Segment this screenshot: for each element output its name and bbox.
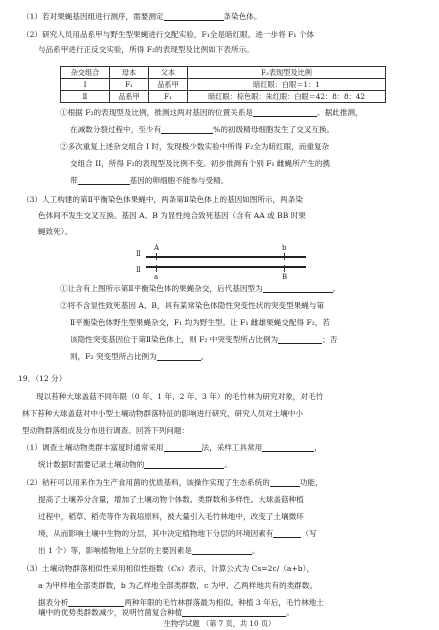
q3-line-2: 色体间不发生交叉互换。基因 A、B 为显性纯合致死基因（含有 AA 或 BB 时果: [38, 211, 306, 220]
q1-text: （1）若对果蝇基因组进行测序，需要测定: [22, 12, 164, 21]
q19-3-text-4: 壤中的优势类群数减少，说明竹菌复合种植: [38, 608, 183, 617]
table-header-cell: 父本: [149, 67, 188, 79]
answer-blank[interactable]: [262, 442, 314, 452]
answer-blank[interactable]: [78, 175, 130, 185]
question-19-heading: 19．（12 分）: [18, 374, 67, 383]
q19-3-line-1: [22, 563, 314, 575]
answer-blank[interactable]: [164, 442, 202, 452]
answer-blank[interactable]: [161, 124, 213, 134]
q19-1-text-2-end: 。: [224, 460, 232, 469]
q19-2-text: （2）秸秆可以用来作为生产食用菌的优质基料，该操作实现了生态系统的: [22, 478, 270, 487]
q19-3-text: （3）土壤动物群落相似性采用相似性指数（: [22, 564, 172, 573]
q2-1-text-2-end: %的初级精母细胞发生了交叉互换。: [213, 125, 335, 134]
q2-line-2: 与品系甲进行正反交实验，所得 F₂的表现型及比例如下表所示。: [38, 45, 254, 54]
page-footer: 生物学试题 （第 7 页，共 10 页）: [163, 619, 276, 628]
table-row: [61, 91, 386, 103]
gene-locus-mark: [156, 265, 157, 272]
q19-3-text-3: 据表分析: [38, 598, 69, 607]
table-cell: Ⅱ: [61, 91, 110, 103]
chromosome-bar: [146, 266, 306, 268]
table-row: [61, 79, 386, 91]
table-header-cell: F₂表现型及比例: [188, 67, 386, 79]
q2-2-text: 带: [70, 176, 78, 185]
answer-blank[interactable]: [253, 107, 317, 117]
q19-2-text-end: 功能，: [299, 478, 323, 487]
gene-locus-mark: [284, 265, 285, 272]
q2-2-line-1: ②多次重复上述杂交组合 I 时，发现极少数实验中所得 F₂全为暗红眼，而重复杂: [60, 142, 330, 151]
table-header-row: [61, 67, 386, 79]
q19-1-text-end: ，: [314, 443, 322, 452]
q19-3-text-3-end: 两种年限的毛竹林群落最为相似。种植 3 年后，毛竹林地土: [124, 598, 324, 607]
q3-2-line-4: [70, 351, 208, 363]
q19-3-text-4-end: 。: [286, 608, 294, 617]
q2-2-line-3: [70, 175, 228, 187]
q19-1-text: （1）调查土壤动物类群丰富度时通常采用: [22, 443, 164, 452]
cross-result-table: [60, 66, 386, 103]
table-cell: F₁: [110, 79, 149, 91]
answer-blank[interactable]: [144, 459, 224, 469]
answer-blank[interactable]: [278, 334, 322, 344]
q3-2-text-end: ；否: [322, 335, 338, 344]
q19-2-line-5: [38, 545, 260, 557]
balanced-chromosome-diagram: [136, 244, 320, 288]
q1-text-end: 条染色体。: [223, 12, 262, 21]
gene-label-a: a: [154, 273, 159, 281]
q3-2-text-4: 则，F₂ 突变型所占比例为: [70, 352, 157, 361]
q19-2-text-5: 出 1 个）等，影响植物地上分层的主要因素是: [38, 546, 192, 555]
q3-1-text-end: 。: [332, 284, 341, 293]
chromosome-label: Ⅱ: [136, 250, 141, 258]
table-cell: 品系甲: [110, 91, 149, 103]
q19-3-line-2: a 为甲样地全部类群数，b 为乙样地全部类群数，c 为甲、乙两样地共有的类群数。: [38, 581, 318, 590]
table-cell: 暗红眼：白眼＝1：1: [188, 79, 386, 91]
q2-1-line-2: [70, 124, 334, 136]
answer-blank[interactable]: [164, 11, 224, 21]
q19-2-line-3: 过程中，稻草、稻壳等作为栽培原料，被大量引入毛竹林地中，改变了土壤微环: [38, 512, 304, 521]
gene-label-A: A: [154, 244, 160, 252]
gene-label-b: b: [282, 244, 287, 252]
q3-1-text: ①让含有上图所示第Ⅱ平衡染色体的果蝇杂交，后代基因型为: [60, 284, 263, 293]
chromosome-label: Ⅱ: [136, 266, 141, 274]
q3-2-text: 该隐性突变基因位于第Ⅱ染色体上，则 F₂ 中突变型所占比例为: [70, 335, 279, 344]
q19-3-line-4: [38, 607, 294, 619]
table-cell: 暗红眼：棕色眼：朱红眼：白眼＝42：8：8：42: [188, 91, 386, 103]
q3-line-1: （3）人工构建的第Ⅱ平衡染色体果蝇中，两条第Ⅱ染色体上的基因如图所示，两条染: [22, 195, 303, 204]
table-cell: Ⅰ: [61, 79, 110, 91]
q2-1-text: ①根据 F₂的表现型及比例，推测这两对基因的位置关系是: [60, 108, 253, 117]
q2-1-text-end: 。据此推测，: [316, 108, 363, 117]
q2-2-text-end: 基因的卵细胞不能参与受精。: [129, 176, 229, 185]
table-header-cell: 杂交组合: [61, 67, 110, 79]
q19-1-text-2: 统计数据时需要记录土壤动物的: [38, 460, 145, 469]
table-header-cell: 母本: [110, 67, 149, 79]
table-cell: 品系甲: [149, 79, 188, 91]
q19-intro-2: 林下苔种大球盖菇对中小型土壤动物群落特征的影响进行研究，研究人员对土壤中小: [22, 409, 303, 418]
q19-2-text-4: 境，从而影响土壤中生物的分层，其中决定植物地下分层的环境因素有: [38, 529, 274, 538]
answer-blank[interactable]: [270, 477, 300, 487]
answer-blank[interactable]: [68, 597, 124, 607]
gene-label-B: B: [282, 273, 288, 281]
chromosome-bar: [146, 256, 306, 258]
q3-2-text-4-end: 。: [200, 352, 209, 361]
answer-blank[interactable]: [263, 283, 333, 293]
q2-2-line-2: 交组合 II，所得 F₂的表现型及比例不变。初步推测有个别 F₁ 雌蝇所产生的携: [70, 159, 331, 168]
q2-1-text-2: 在减数分裂过程中，至少有: [70, 125, 162, 134]
table-cell: F₁: [149, 91, 188, 103]
q2-line-1: （2）研究人员用品系甲与野生型果蝇进行交配实验，F₁全是暗红眼。进一步将 F₁ 个体: [22, 30, 315, 39]
q19-2-line-4: [38, 528, 317, 540]
answer-blank[interactable]: [192, 545, 252, 555]
q3-line-3: 蝇致死）。: [38, 227, 73, 236]
q3-2-line-2: Ⅱ平衡染色体野生型果蝇杂交，F₁ 均为野生型。让 F₁ 雌雄果蝇交配得 F₂，若: [70, 318, 330, 327]
q19-2-line-1: [22, 477, 323, 489]
q19-3-text-end: ）表示，计算公式为 Cs=2c/（a+b），: [180, 564, 315, 573]
answer-blank[interactable]: [157, 351, 201, 361]
q3-2-line-1: ②将不含显性致死基因 A、B，具有某常染色体隐性突变性状的突变型果蝇与第: [60, 301, 325, 310]
answer-blank[interactable]: [273, 528, 301, 538]
q1-line: [22, 11, 262, 23]
answer-blank[interactable]: [182, 607, 286, 617]
q19-3-symbol: Cs: [171, 564, 181, 573]
q19-2-text-4-end: （写: [301, 529, 317, 538]
q19-2-line-2: 提高了土壤养分含量，增加了土壤动物个体数、类群数和多样性。大球盖菇种植: [38, 495, 304, 504]
q19-1-line-2: [38, 459, 232, 471]
q19-1-line-1: [22, 442, 322, 454]
q19-intro-1: 现以苔种大球盖菇不同年限（0 年、1 年、2 年、3 年）的毛竹林为研究对象，对毛竹: [36, 392, 324, 401]
q19-1-text-mid: 法，采样工具常用: [201, 443, 263, 452]
q19-intro-3: 型动物群落组成及分布进行调查。回答下列问题：: [22, 426, 190, 435]
q3-2-line-3: [70, 334, 337, 346]
q19-2-text-5-end: 。: [251, 546, 260, 555]
q2-1-line: [60, 107, 363, 119]
q3-1-line: [60, 283, 340, 295]
